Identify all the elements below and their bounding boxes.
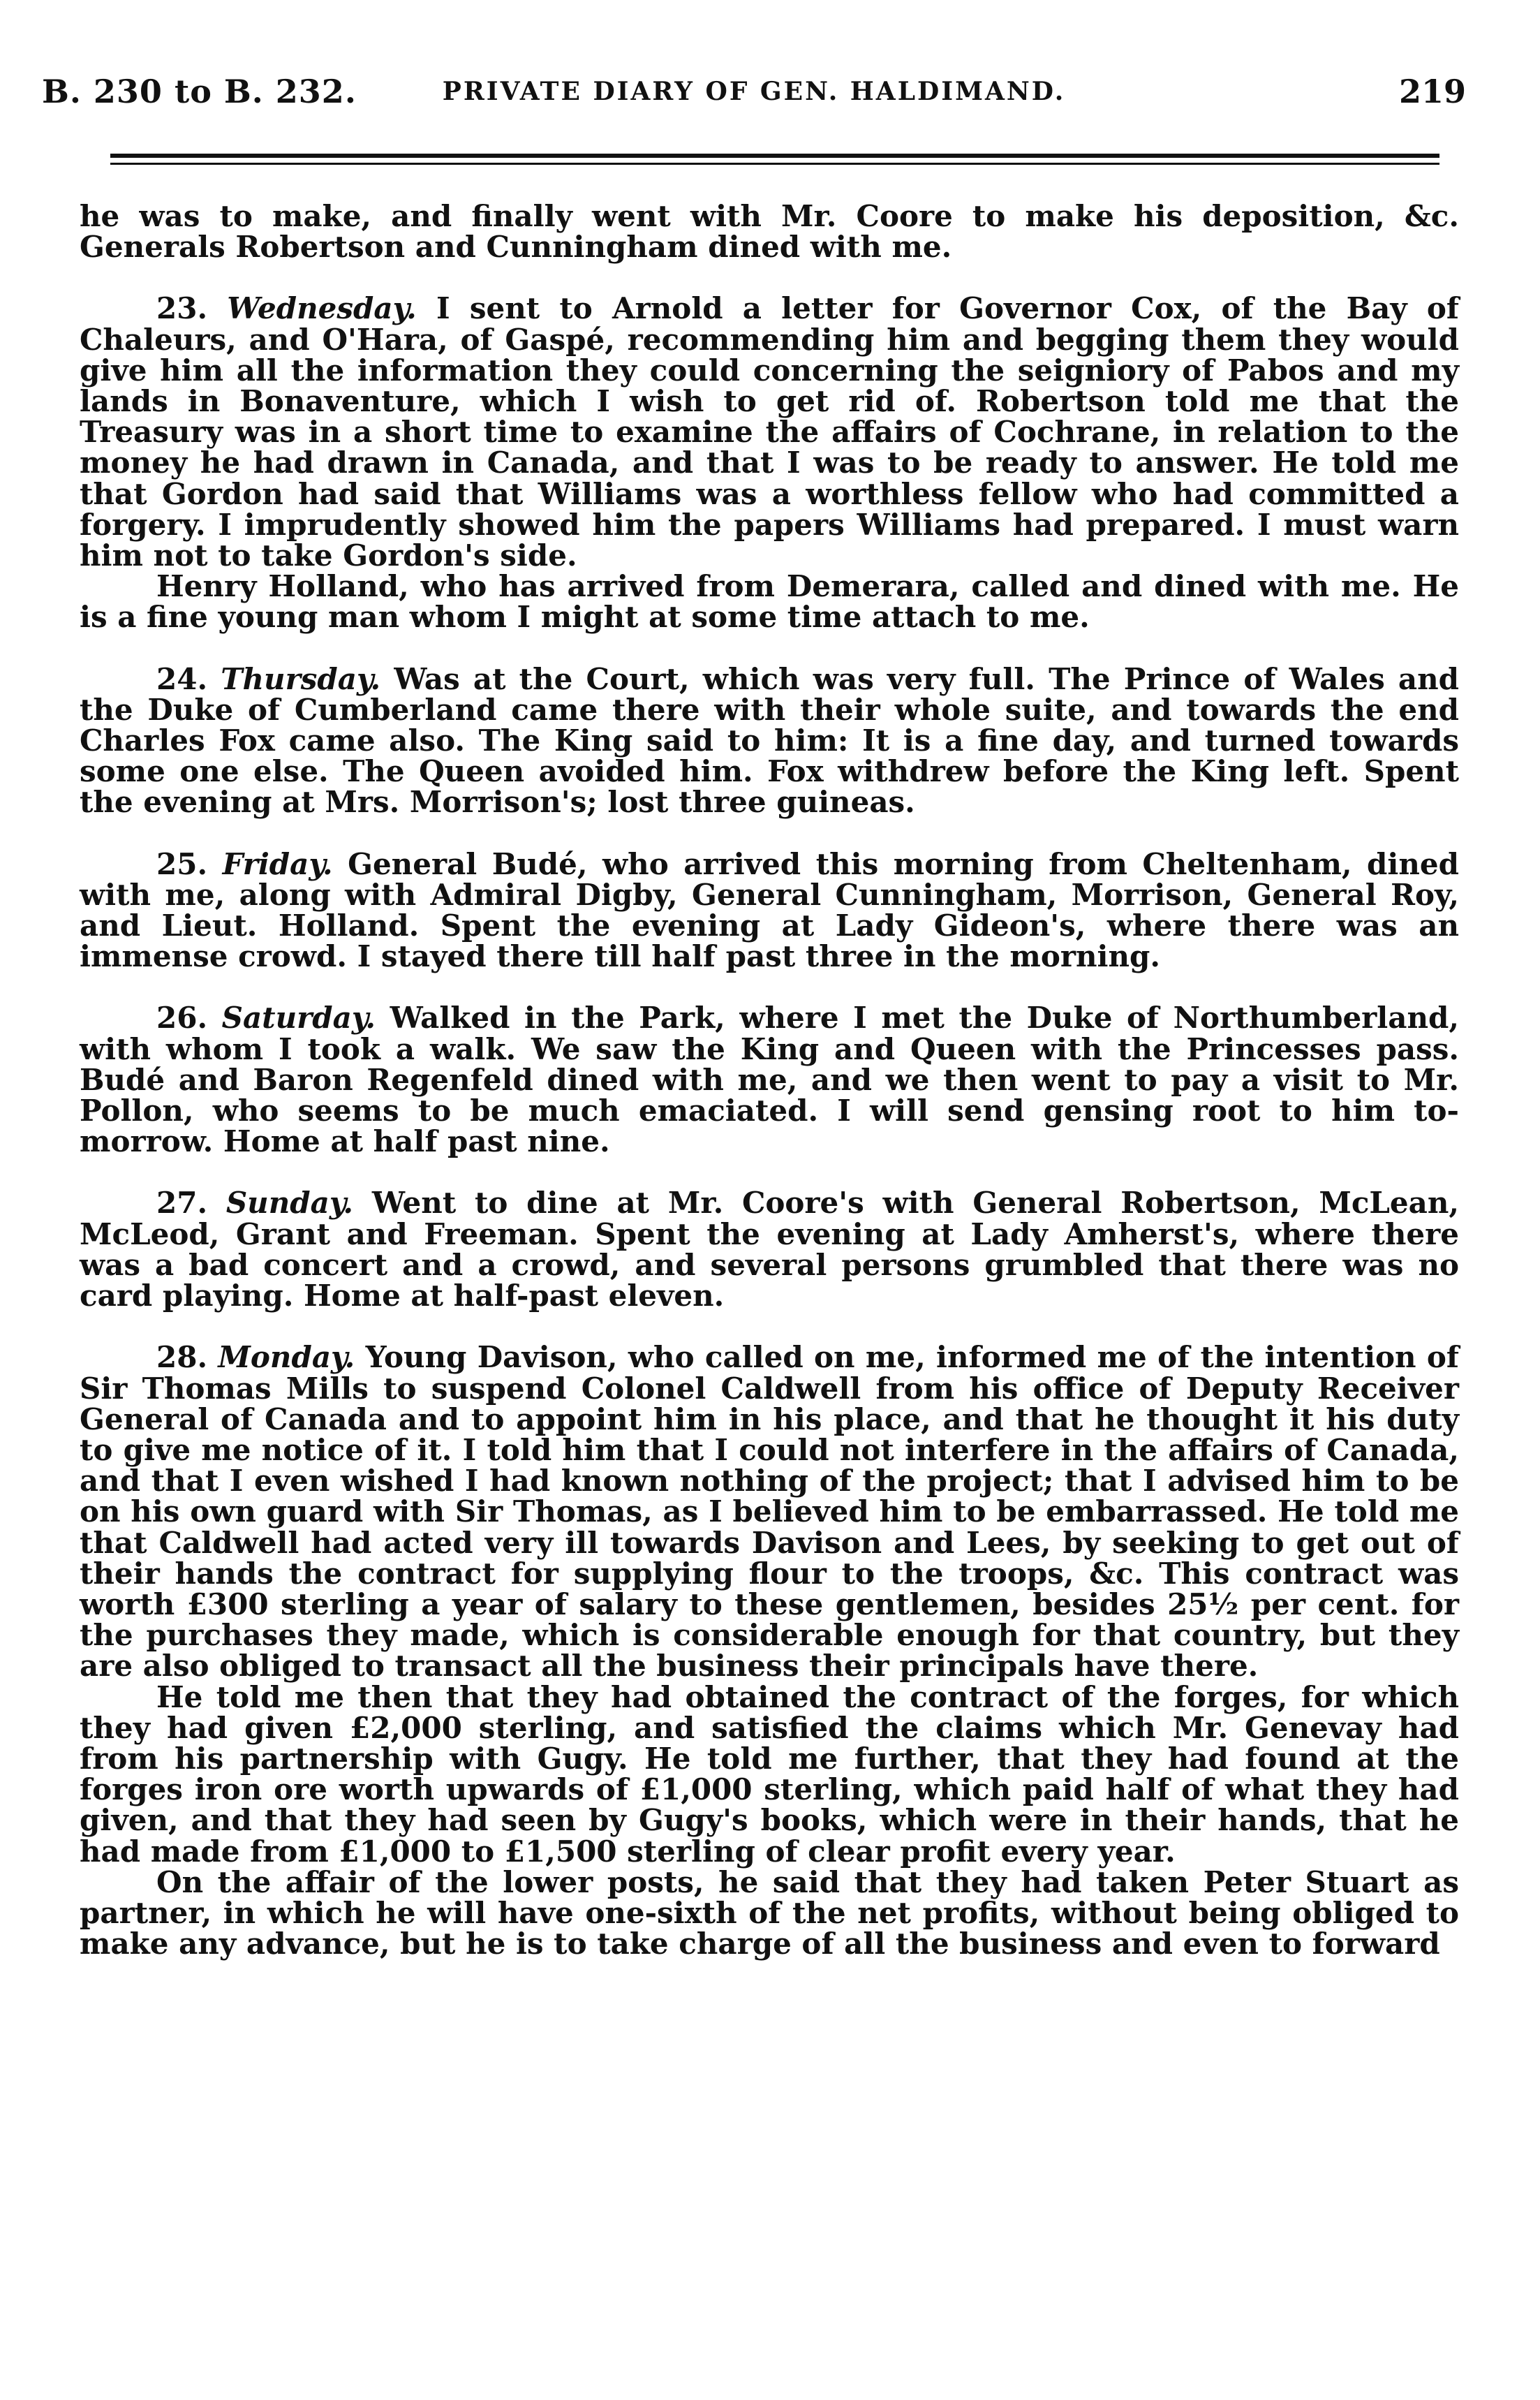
header-section-range: B. 230 to B. 232. bbox=[42, 73, 357, 110]
header-rule-thick bbox=[110, 154, 1439, 158]
entry-text: Went to dine at Mr. Coore's with General Robertson, McLean, McLeod, Grant and Freeman. Spent the evening at Lady Amherst's, where there was a bad concert and a crowd, and several persons grumbled that there was no card playing. Home at half-past eleven. bbox=[80, 1186, 1460, 1313]
header-rule-thin bbox=[110, 163, 1439, 165]
entry-day: Wednesday. bbox=[227, 291, 417, 326]
entry-day: Monday. bbox=[218, 1340, 355, 1375]
entry-text: he was to make, and finally went with Mr. Coore to make his deposition, &c. Generals Robertson and Cunningham dined with me. bbox=[80, 199, 1459, 265]
entry-continuation bbox=[80, 201, 1459, 263]
running-header bbox=[42, 67, 1466, 116]
diary-text bbox=[80, 201, 1459, 1959]
entry-text: Henry Holland, who has arrived from Demerara, called and dined with me. He is a fine young man whom I might at some time attach to me. bbox=[80, 569, 1459, 635]
entry-27 bbox=[80, 1188, 1459, 1311]
entry-23 bbox=[80, 293, 1459, 571]
entry-date: 23. bbox=[156, 291, 208, 326]
entry-28 bbox=[80, 1340, 1459, 1684]
entry-date: 27. bbox=[156, 1186, 208, 1221]
entry-28-continued bbox=[80, 1864, 1459, 1961]
entry-text: Was at the Court, which was very full. The Prince of Wales and the Duke of Cumberland came there with their whole suite, and towards the end Charles Fox came also. The King said to him: It is a fine day, and turned towards some one else. The Queen avoided him. Fox withdrew before the King left. Spent the evening at Mrs. Morrison's; lost three guineas. bbox=[80, 661, 1460, 820]
entry-date: 25. bbox=[156, 846, 208, 881]
entry-26 bbox=[80, 1003, 1459, 1157]
entry-date: 28. bbox=[156, 1340, 208, 1375]
entry-28-continued bbox=[80, 1679, 1459, 1869]
entry-text: He told me then that they had obtained the contract of the forges, for which they had given £2,000 sterling, and satisfied the claims which Mr. Genevay had from his partnership with Gugy. He told me further, that they had found at the forges iron ore worth upwards of £1,000 sterling, which paid half of what they had given, and that they had seen by Gugy's books, which were in their hands, that he had made from £1,000 to £1,500 sterling of clear profit every year. bbox=[80, 1679, 1459, 1869]
header-title: PRIVATE DIARY OF GEN. HALDIMAND. bbox=[442, 77, 1066, 106]
entry-day: Friday. bbox=[222, 846, 333, 881]
page-number: 219 bbox=[1398, 73, 1466, 110]
entry-date: 26. bbox=[156, 1001, 208, 1036]
entry-text: On the affair of the lower posts, he said that they had taken Peter Stuart as partner, in which he will have one-sixth of the net profits, without being obliged to make any advance, but he is to take charge of all the business and even to forward bbox=[80, 1864, 1459, 1961]
entry-24 bbox=[80, 661, 1460, 820]
entry-text: General Budé, who arrived this morning from Cheltenham, dined with me, along with Admiral Digby, General Cunningham, Morrison, General Roy, and Lieut. Holland. Spent the evening at Lady Gideon's, where there was an immense crowd. I stayed there till half past three in the morning. bbox=[80, 846, 1460, 974]
entry-date: 24. bbox=[156, 661, 208, 696]
entry-25 bbox=[80, 846, 1460, 974]
entry-text: Young Davison, who called on me, informed me of the intention of Sir Thomas Mills to suspend Colonel Caldwell from his office of Deputy Receiver General of Canada and to appoint him in his place, and that he thought it his duty to give me notice of it. I told him that I could not interfere in the affairs of Canada, and that I even wished I had known nothing of the project; that I advised him to be on his own guard with Sir Thomas, as I believed him to be embarrassed. He told me that Caldwell had acted very ill towards Davison and Lees, by seeking to get out of their hands the contract for supplying flour to the troops, &c. This contract was worth £300 sterling a year of salary to these gentlemen, besides 25½ per cent. for the purchases they made, which is considerable enough for that country, but they are also obliged to transact all the business their principals have there. bbox=[80, 1340, 1459, 1684]
entry-text: I sent to Arnold a letter for Governor Cox, of the Bay of Chaleurs, and O'Hara, of Gaspé, recommending him and begging them they would give him all the information they could concerning the seigniory of Pabos and my lands in Bonaventure, which I wish to get rid of. Robertson told me that the Treasury was in a short time to examine the affairs of Cochrane, in relation to the money he had drawn in Canada, and that I was to be ready to answer. He told me that Gordon had said that Williams was a worthless fellow who had committed a forgery. I imprudently showed him the papers Williams had prepared. I must warn him not to take Gordon's side. bbox=[80, 291, 1459, 573]
entry-day: Thursday. bbox=[221, 661, 381, 696]
entry-day: Sunday. bbox=[225, 1186, 354, 1221]
entry-23-continued bbox=[80, 571, 1459, 633]
entry-day: Saturday. bbox=[221, 1001, 376, 1036]
entry-text: Walked in the Park, where I met the Duke of Northumberland, with whom I took a walk. We saw the King and Queen with the Princesses pass. Budé and Baron Regenfeld dined with me, and we then went to pay a visit to Mr. Pollon, who seems to be much emaciated. I will send gensing root to him to-morrow. Home at half past nine. bbox=[80, 1001, 1460, 1159]
